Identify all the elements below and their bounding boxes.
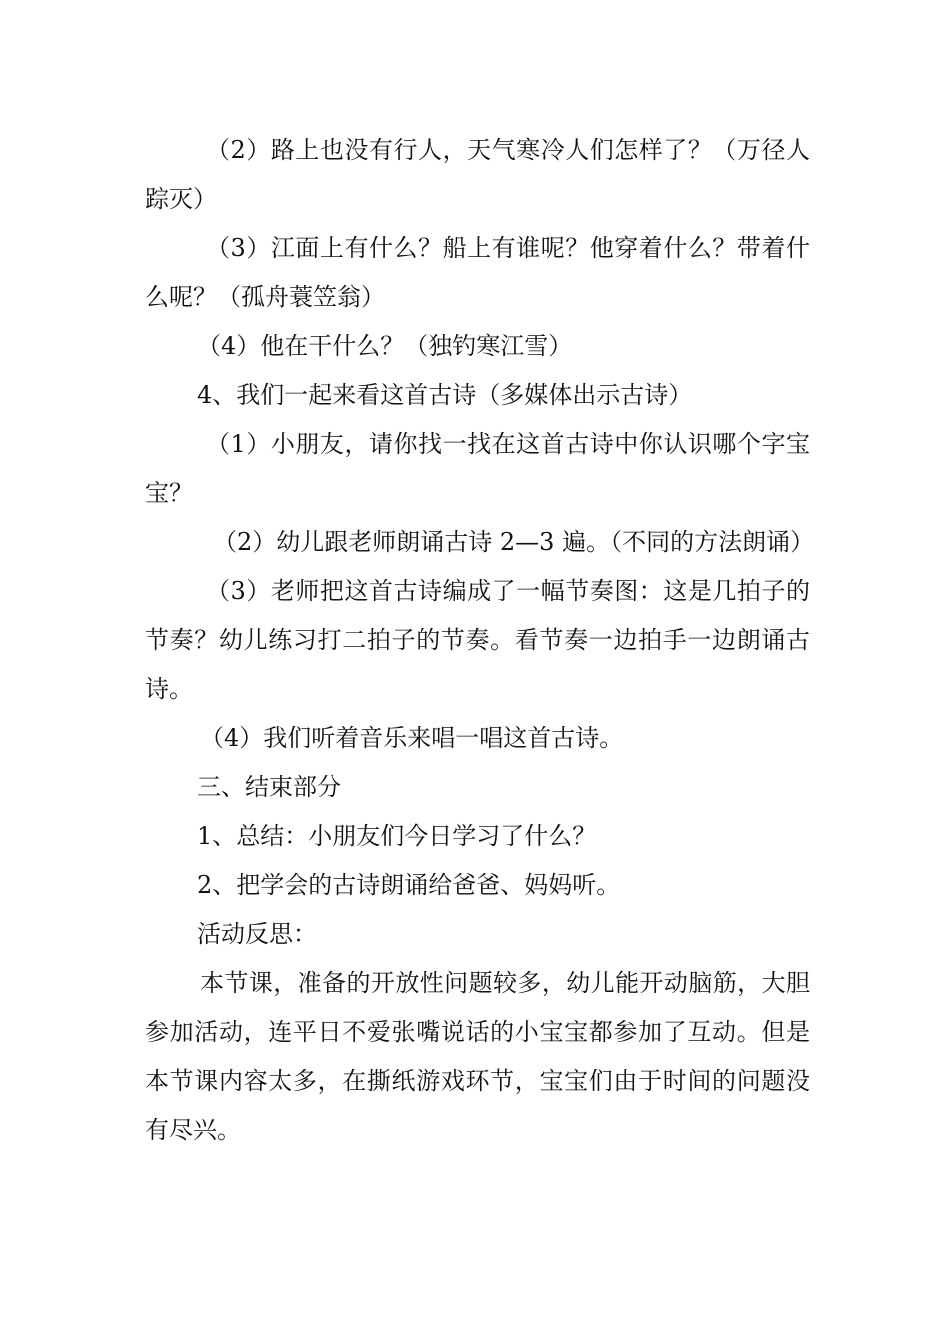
section-heading-ending: 三、结束部分	[197, 773, 341, 801]
paragraph-poem-1: （1）小朋友，请你找一找在这首古诗中你认识哪个字宝宝？	[145, 430, 810, 507]
reflection-paragraph: 本节课，准备的开放性问题较多，幼儿能开动脑筋，大胆参加活动，连平日不爱张嘴说话的小宝宝都参加了互动。但是本节课内容太多，在撕纸游戏环节，宝宝们由于时间的问题没有尽兴。	[145, 969, 810, 1144]
paragraph-summary-2: 2、把学会的古诗朗诵给爸爸、妈妈听。	[197, 871, 621, 899]
paragraph-question-2: （2）路上也没有行人，天气寒冷人们怎样了？（万径人踪灭）	[145, 136, 810, 213]
paragraph-poem-4: （4）我们听着音乐来唱一唱这首古诗。	[200, 724, 624, 752]
paragraph-poem-2: （2）幼儿跟老师朗诵古诗 2—3 遍。（不同的方法朗诵）	[213, 528, 815, 556]
paragraph-step-4: 4、我们一起来看这首古诗（多媒体出示古诗）	[197, 381, 693, 409]
document-body	[145, 126, 815, 1155]
paragraph-poem-3: （3）老师把这首古诗编成了一幅节奏图：这是几拍子的节奏？幼儿练习打二拍子的节奏。看节奏一边拍手一边朗诵古诗。	[145, 577, 810, 703]
paragraph-summary-1: 1、总结：小朋友们今日学习了什么？	[197, 822, 597, 850]
paragraph-question-4: （4）他在干什么？（独钓寒江雪）	[197, 332, 573, 360]
reflection-heading: 活动反思：	[197, 920, 317, 948]
paragraph-question-3: （3）江面上有什么？船上有谁呢？他穿着什么？带着什么呢？（孤舟蓑笠翁）	[145, 234, 810, 311]
